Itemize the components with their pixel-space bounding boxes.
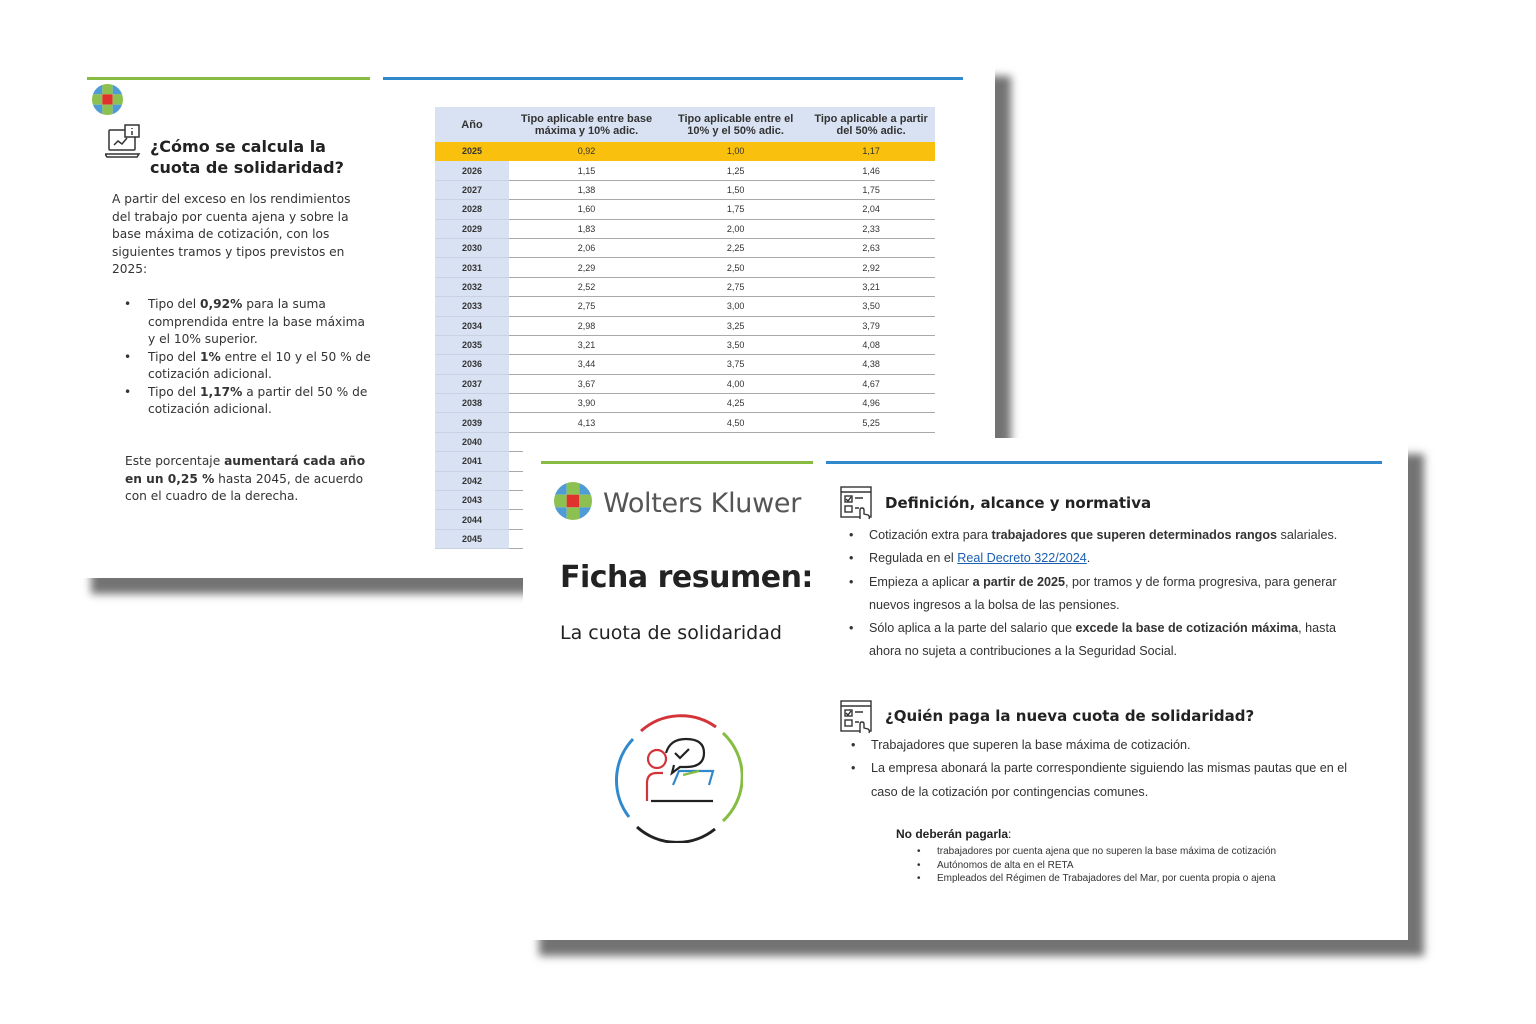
- rate-cell: 3,50: [807, 297, 935, 316]
- back-slide-outro: Este porcentaje aumentará cada año en un 0,25 % hasta 2045, de acuerdo con el cuadro de la derecha.: [125, 454, 366, 503]
- list-item: • La empresa abonará la parte correspondiente siguiendo las mismas pautas que en el caso de la cotización por contingencias comunes.: [849, 757, 1369, 804]
- table-header-cell: Tipo aplicable entre base máxima y 10% adic.: [509, 107, 664, 142]
- laptop-info-icon: [105, 124, 145, 165]
- rate-cell: 2,75: [664, 277, 807, 296]
- year-cell: 2041: [435, 452, 509, 471]
- list-item: • Regulada en el Real Decreto 322/2024.: [847, 547, 1367, 570]
- rate-cell: 2,33: [807, 219, 935, 238]
- rate-cell: 3,21: [807, 277, 935, 296]
- exempt-label: No deberán pagarla:: [896, 827, 1012, 841]
- year-cell: 2039: [435, 413, 509, 432]
- rate-cell: 1,75: [664, 200, 807, 219]
- list-item: • Cotización extra para trabajadores que superen determinados rangos salariales.: [847, 524, 1367, 547]
- wolters-kluwer-globe-icon: [554, 482, 592, 520]
- tier-list: [123, 296, 373, 419]
- year-cell: 2045: [435, 529, 509, 548]
- real-decreto-link[interactable]: Real Decreto 322/2024: [957, 551, 1087, 566]
- rate-cell: 1,38: [509, 180, 664, 199]
- year-cell: 2038: [435, 394, 509, 413]
- rate-cell: 1,17: [807, 142, 935, 161]
- rate-cell: 2,75: [509, 297, 664, 316]
- exempt-list: [915, 845, 1276, 886]
- table-header-cell: Año: [435, 107, 509, 142]
- year-cell: 2036: [435, 355, 509, 374]
- list-item: • Empieza a aplicar a partir de 2025, por tramos y de forma progresiva, para generar nuevos ingresos a la bolsa de las pensiones.: [847, 571, 1367, 618]
- year-cell: 2031: [435, 258, 509, 277]
- rate-cell: 1,25: [664, 161, 807, 180]
- rate-cell: 4,38: [807, 355, 935, 374]
- rate-cell: 2,25: [664, 238, 807, 257]
- front-slide-subtitle: La cuota de solidaridad: [560, 622, 782, 644]
- table-row: [435, 374, 935, 393]
- list-item: • Empleados del Régimen de Trabajadores del Mar, por cuenta propia o ajena: [915, 872, 1276, 886]
- tier-item: • Tipo del 1,17% a partir del 50 % de cotización adicional.: [123, 384, 373, 419]
- year-cell: 2034: [435, 316, 509, 335]
- wolters-kluwer-globe-icon: [92, 84, 123, 115]
- rate-cell: 2,92: [807, 258, 935, 277]
- year-cell: 2042: [435, 471, 509, 490]
- rate-cell: 2,29: [509, 258, 664, 277]
- rate-cell: 1,60: [509, 200, 664, 219]
- document-checklist-icon: [840, 486, 874, 525]
- table-row: [435, 200, 935, 219]
- tier-item: • Tipo del 0,92% para la suma comprendida entre la base máxima y el 10% superior.: [123, 296, 373, 349]
- list-item: • Trabajadores que superen la base máxima de cotización.: [849, 734, 1369, 757]
- rate-cell: 3,44: [509, 355, 664, 374]
- green-accent-line: [87, 77, 370, 80]
- list-item: • trabajadores por cuenta ajena que no superen la base máxima de cotización: [915, 845, 1276, 859]
- rate-cell: 2,00: [664, 219, 807, 238]
- rate-cell: 1,75: [807, 180, 935, 199]
- rate-cell: 2,50: [664, 258, 807, 277]
- rate-cell: 3,25: [664, 316, 807, 335]
- table-row: [435, 277, 935, 296]
- rate-cell: 4,08: [807, 335, 935, 354]
- year-cell: 2043: [435, 491, 509, 510]
- year-cell: 2044: [435, 510, 509, 529]
- table-header-row: [435, 107, 935, 142]
- section2-list: [849, 734, 1369, 804]
- year-cell: 2035: [435, 335, 509, 354]
- back-slide-intro: A partir del exceso en los rendimientos del trabajo por cuenta ajena y sobre la base máxima de cotización, con los siguientes tramos y tipos previstos en 2025:: [112, 192, 351, 276]
- year-cell: 2029: [435, 219, 509, 238]
- table-row: [435, 219, 935, 238]
- tier-item: • Tipo del 1% entre el 10 y el 50 % de cotización adicional.: [123, 349, 373, 384]
- year-cell: 2030: [435, 238, 509, 257]
- rate-cell: 3,21: [509, 335, 664, 354]
- rate-cell: 4,25: [664, 394, 807, 413]
- table-row: [435, 238, 935, 257]
- year-cell: 2033: [435, 297, 509, 316]
- back-slide-title: ¿Cómo se calcula la cuota de solidaridad?: [150, 137, 344, 177]
- year-cell: 2027: [435, 180, 509, 199]
- year-cell: 2037: [435, 374, 509, 393]
- table-row: [435, 180, 935, 199]
- list-item: • Sólo aplica a la parte del salario que excede la base de cotización máxima, hasta ahora no sujeta a contribuciones a la Seguridad Social.: [847, 617, 1367, 664]
- rate-cell: 3,75: [664, 355, 807, 374]
- rate-cell: 1,83: [509, 219, 664, 238]
- front-slide: [523, 438, 1408, 940]
- year-cell: 2026: [435, 161, 509, 180]
- blue-accent-line: [383, 77, 963, 80]
- rate-cell: 1,00: [664, 142, 807, 161]
- table-header-cell: Tipo aplicable a partir del 50% adic.: [807, 107, 935, 142]
- rate-cell: 4,96: [807, 394, 935, 413]
- rate-cell: 4,00: [664, 374, 807, 393]
- rate-cell: 3,90: [509, 394, 664, 413]
- section1-list: [847, 524, 1367, 664]
- rate-cell: 5,25: [807, 413, 935, 432]
- list-item: • Autónomos de alta en el RETA: [915, 859, 1276, 873]
- rate-cell: 2,98: [509, 316, 664, 335]
- rate-cell: 0,92: [509, 142, 664, 161]
- rate-cell: 4,67: [807, 374, 935, 393]
- rate-cell: 3,67: [509, 374, 664, 393]
- brand-name: Wolters Kluwer: [603, 488, 801, 519]
- section2-title: ¿Quién paga la nueva cuota de solidaridad?: [885, 707, 1255, 725]
- rate-cell: 3,79: [807, 316, 935, 335]
- rate-cell: 1,46: [807, 161, 935, 180]
- blue-accent-line: [826, 461, 1382, 464]
- table-row: [435, 316, 935, 335]
- table-row: [435, 335, 935, 354]
- rate-cell: 3,50: [664, 335, 807, 354]
- section1-title: Definición, alcance y normativa: [885, 494, 1152, 512]
- rate-cell: 3,00: [664, 297, 807, 316]
- year-cell: 2028: [435, 200, 509, 219]
- rate-cell: 2,04: [807, 200, 935, 219]
- rate-cell: 4,50: [664, 413, 807, 432]
- rate-cell: 2,63: [807, 238, 935, 257]
- table-row: [435, 394, 935, 413]
- rate-cell: 4,13: [509, 413, 664, 432]
- rate-cell: 2,52: [509, 277, 664, 296]
- table-row: [435, 413, 935, 432]
- green-accent-line: [541, 461, 813, 464]
- front-slide-title: Ficha resumen:: [560, 560, 813, 595]
- table-row: [435, 258, 935, 277]
- table-row: [435, 297, 935, 316]
- year-cell: 2040: [435, 432, 509, 451]
- rate-cell: 2,06: [509, 238, 664, 257]
- table-row: [435, 161, 935, 180]
- year-cell: 2025: [435, 142, 509, 161]
- rate-cell: 1,15: [509, 161, 664, 180]
- table-row: [435, 142, 935, 161]
- person-laptop-illustration-icon: [611, 713, 743, 848]
- year-cell: 2032: [435, 277, 509, 296]
- table-header-cell: Tipo aplicable entre el 10% y el 50% adic.: [664, 107, 807, 142]
- rate-cell: 1,50: [664, 180, 807, 199]
- table-row: [435, 355, 935, 374]
